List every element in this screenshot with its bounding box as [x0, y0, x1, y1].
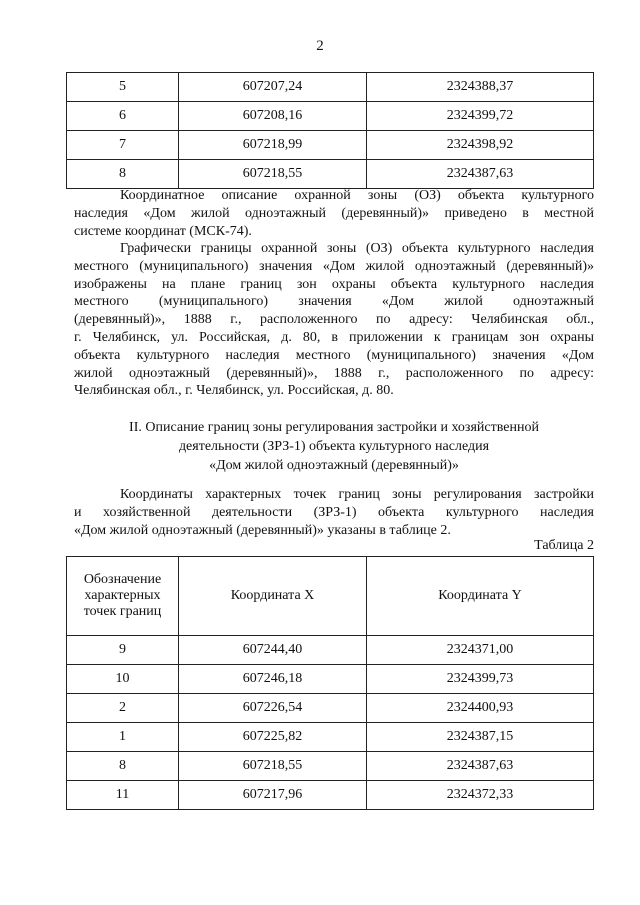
coord-y-cell: 2324388,37: [367, 73, 594, 102]
table-row: [67, 636, 594, 665]
paragraph-line: местного (муниципального) значения «Дом жилой одноэтажный: [74, 294, 594, 310]
column-header-point: Обозначение характерных точек границ: [67, 557, 179, 636]
paragraph-line: «Дом жилой одноэтажный (деревянный)» указаны в таблице 2.: [74, 522, 451, 538]
coord-x-cell: 607225,82: [179, 723, 367, 752]
point-id-cell: 8: [67, 752, 179, 781]
table-row: [67, 781, 594, 810]
coord-y-cell: 2324371,00: [367, 636, 594, 665]
table-row: [67, 694, 594, 723]
heading-line: «Дом жилой одноэтажный (деревянный)»: [209, 458, 459, 473]
coord-x-cell: 607208,16: [179, 102, 367, 131]
table-row: [67, 665, 594, 694]
point-id-cell: 10: [67, 665, 179, 694]
paragraph-table-intro: [74, 486, 594, 539]
paragraph-graphic-boundaries: [74, 240, 594, 400]
point-id-cell: 8: [67, 160, 179, 189]
column-header-y: Координата Y: [367, 557, 594, 636]
column-header-x: Координата X: [179, 557, 367, 636]
point-id-cell: 9: [67, 636, 179, 665]
coordinates-table-1: [66, 72, 594, 189]
coord-x-cell: 607207,24: [179, 73, 367, 102]
coord-y-cell: 2324399,72: [367, 102, 594, 131]
coord-y-cell: 2324400,93: [367, 694, 594, 723]
coordinates-table-2: [66, 556, 594, 810]
coord-x-cell: 607244,40: [179, 636, 367, 665]
paragraph-line: Координаты характерных точек границ зоны регулирования застройки: [120, 487, 594, 502]
table-row: [67, 73, 594, 102]
paragraph-line: Координатное описание охранной зоны (ОЗ) объекта культурного: [120, 188, 594, 203]
table-caption: Таблица 2: [534, 538, 594, 553]
coord-x-cell: 607218,55: [179, 160, 367, 189]
paragraph-line: местного (муниципального) значения «Дом жилой одноэтажный (деревянный)»: [74, 258, 594, 274]
table-row: [67, 752, 594, 781]
coord-x-cell: 607217,96: [179, 781, 367, 810]
coord-y-cell: 2324398,92: [367, 131, 594, 160]
paragraph-line: системе координат (МСК-74).: [74, 223, 252, 239]
paragraph-line: Графически границы охранной зоны (ОЗ) объекта культурного наследия: [120, 241, 594, 256]
coord-y-cell: 2324387,63: [367, 160, 594, 189]
point-id-cell: 1: [67, 723, 179, 752]
table-row: [67, 723, 594, 752]
point-id-cell: 11: [67, 781, 179, 810]
point-id-cell: 2: [67, 694, 179, 723]
heading-line: деятельности (ЗРЗ-1) объекта культурного наследия: [178, 439, 490, 454]
paragraph-line: и хозяйственной деятельности (ЗРЗ-1) объекта культурного наследия: [74, 504, 594, 520]
paragraph-coordinate-system: [74, 187, 594, 240]
paragraph-line: объекта культурного наследия местного (муниципального) значения «Дом: [74, 347, 594, 363]
coord-x-cell: 607218,99: [179, 131, 367, 160]
section-heading: [74, 418, 594, 475]
paragraph-line: жилой одноэтажный (деревянный)», 1888 г., расположенного по адресу:: [74, 365, 594, 381]
paragraph-line: г. Челябинск, ул. Российская, д. 80, в приложении к границам зон охраны: [74, 329, 594, 345]
paragraph-line: наследия «Дом жилой одноэтажный (деревянный)» приведено в местной: [74, 205, 594, 221]
point-id-cell: 6: [67, 102, 179, 131]
table-row: [67, 102, 594, 131]
coord-x-cell: 607226,54: [179, 694, 367, 723]
table-row: [67, 131, 594, 160]
point-id-cell: 7: [67, 131, 179, 160]
coord-y-cell: 2324399,73: [367, 665, 594, 694]
coord-x-cell: 607246,18: [179, 665, 367, 694]
table-row: [67, 160, 594, 189]
coord-y-cell: 2324387,63: [367, 752, 594, 781]
point-id-cell: 5: [67, 73, 179, 102]
paragraph-line: изображены на плане границ зон охраны объекта культурного наследия: [74, 276, 594, 292]
paragraph-line: Челябинская обл., г. Челябинск, ул. Российская, д. 80.: [74, 383, 394, 399]
coord-x-cell: 607218,55: [179, 752, 367, 781]
table-header-row: [67, 557, 594, 636]
page-number: 2: [316, 38, 324, 54]
paragraph-line: (деревянный)», 1888 г., расположенного по адресу: Челябинская обл.,: [74, 312, 594, 328]
heading-line: II. Описание границ зоны регулирования застройки и хозяйственной: [129, 420, 539, 435]
coord-y-cell: 2324387,15: [367, 723, 594, 752]
coord-y-cell: 2324372,33: [367, 781, 594, 810]
